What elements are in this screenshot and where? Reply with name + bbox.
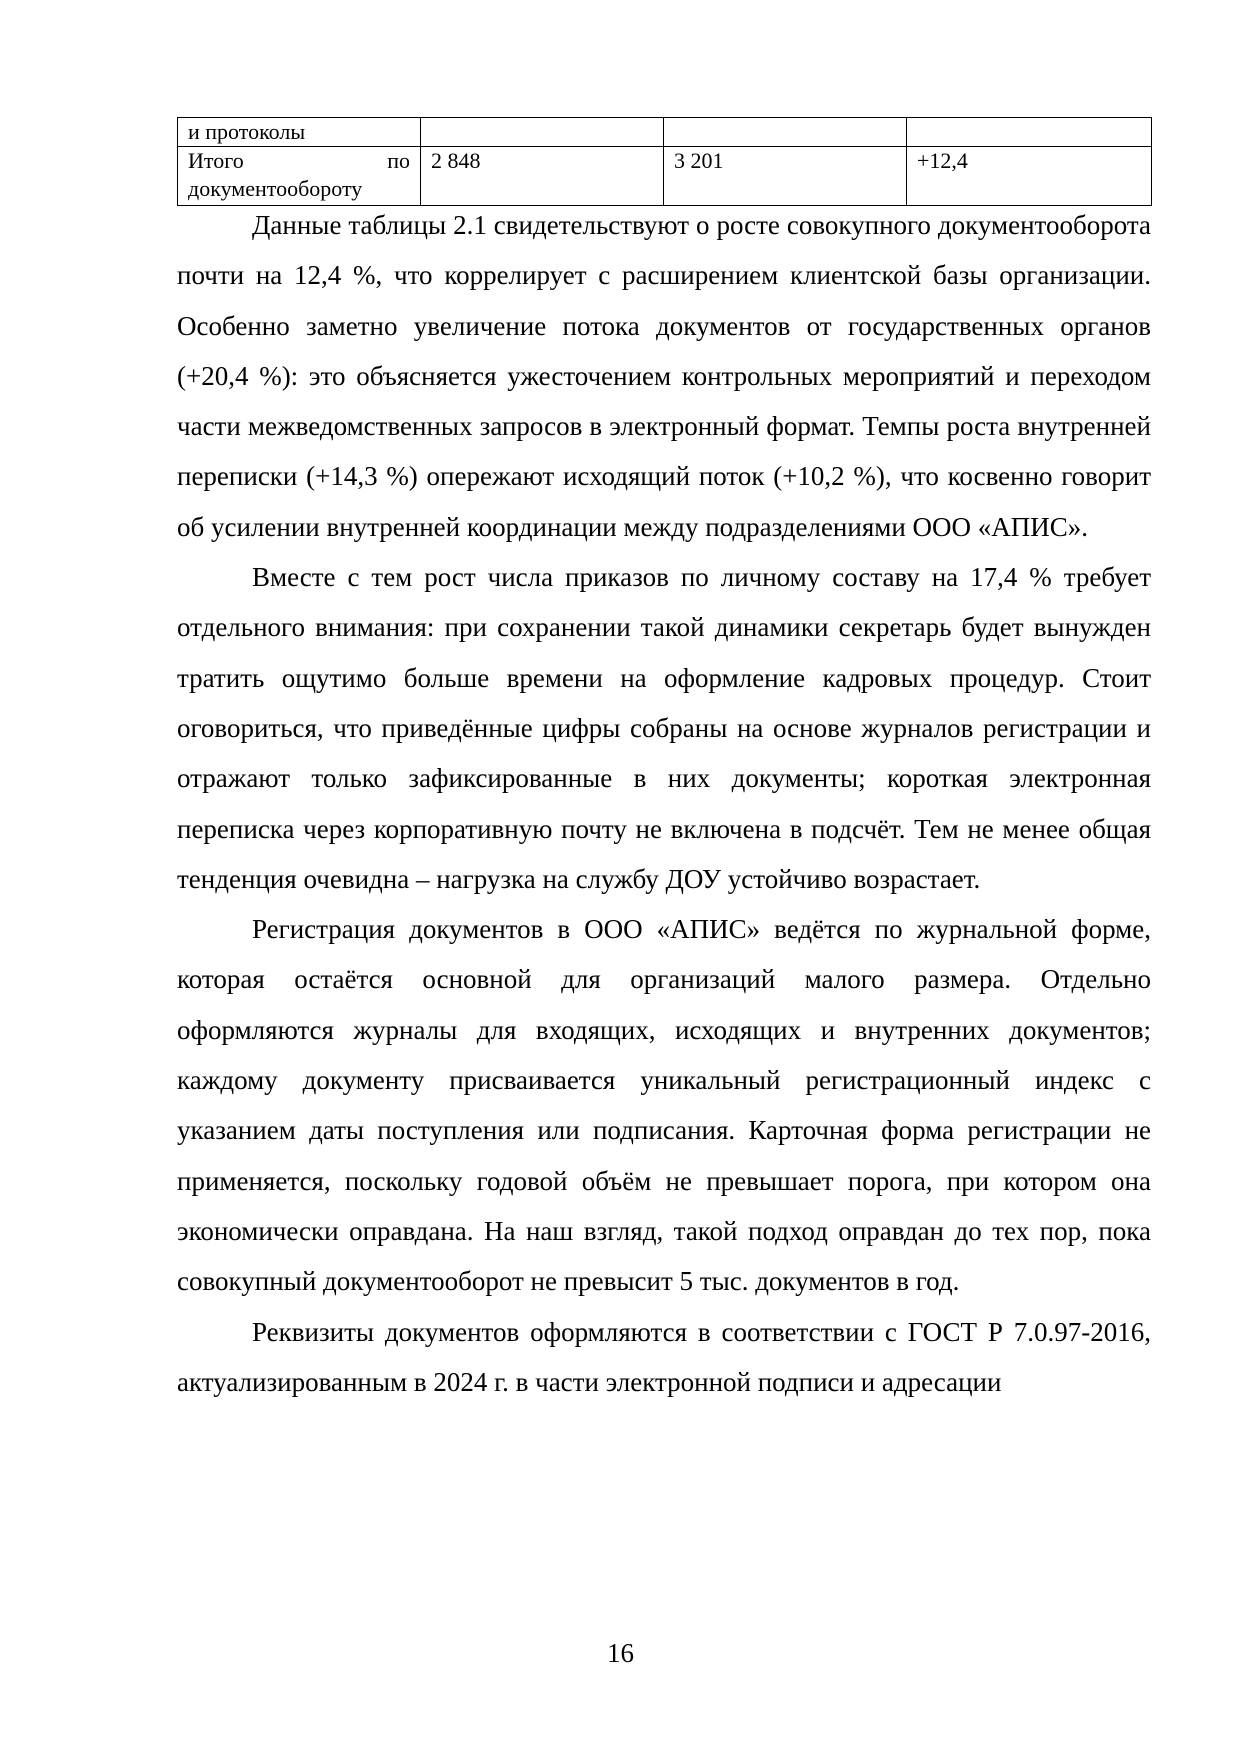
- total-label-word2: по: [387, 148, 410, 173]
- table-cell-value: [664, 118, 907, 147]
- body-text: [177, 200, 1151, 1407]
- total-label-line2: документообороту: [188, 176, 363, 201]
- table-cell-label: [178, 147, 421, 206]
- table-cell-value: 3 201: [664, 147, 907, 206]
- paragraph: Реквизиты документов оформляются в соответствии с ГОСТ Р 7.0.97-2016, актуализированным в 2024 г. в части электронной подписи и адресации: [177, 1316, 1151, 1397]
- table-cell-value: [421, 118, 664, 147]
- table-2-1-fragment: [177, 117, 1152, 206]
- table-cell-value: 2 848: [421, 147, 664, 206]
- table-cell-value: +12,4: [907, 147, 1152, 206]
- table-cell-label: и протоколы: [178, 118, 421, 147]
- table-row: [178, 118, 1152, 147]
- total-label-word1: Итого: [188, 148, 244, 173]
- paragraph: Регистрация документов в ООО «АПИС» ведётся по журнальной форме, которая остаётся основной для организаций малого размера. Отдельно оформляются журналы для входящих, исходящих и внутренних документов; каждому документу присваивается уникальный регистрационный индекс с указанием даты поступления или подписания. Карточная форма регистрации не применяется, поскольку годовой объём не превышает порога, при котором она экономически оправдана. На наш взгляд, такой подход оправдан до тех пор, пока совокупный документооборот не превысит 5 тыс. документов в год.: [177, 914, 1151, 1297]
- paragraph: Вместе с тем рост числа приказов по личному составу на 17,4 % требует отдельного внимания: при сохранении такой динамики секретарь будет вынужден тратить ощутимо больше времени на оформление кадровых процедур. Стоит оговориться, что приведённые цифры собраны на основе журналов регистрации и отражают только зафиксированные в них документы; короткая электронная переписка через корпоративную почту не включена в подсчёт. Тем не менее общая тенденция очевидна – нагрузка на службу ДОУ устойчиво возрастает.: [177, 562, 1151, 894]
- paragraph: Данные таблицы 2.1 свидетельствуют о росте совокупного документооборота почти на 12,4 %, что коррелирует с расширением клиентской базы организации. Особенно заметно увеличение потока документов от государственных органов (+20,4 %): это объясняется ужесточением контрольных мероприятий и переходом части межведомственных запросов в электронный формат. Темпы роста внутренней переписки (+14,3 %) опережают исходящий поток (+10,2 %), что косвенно говорит об усилении внутренней координации между подразделениями ООО «АПИС».: [177, 210, 1151, 542]
- table-cell-value: [907, 118, 1152, 147]
- page-number: 16: [607, 1638, 634, 1668]
- table-row-total: [178, 147, 1152, 206]
